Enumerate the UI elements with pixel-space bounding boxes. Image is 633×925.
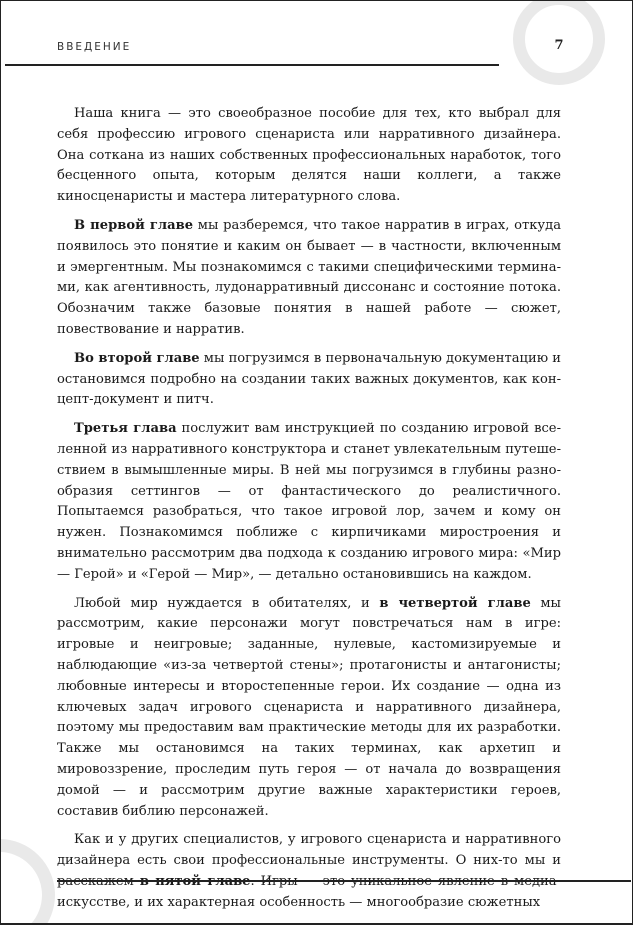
paragraph-chapter-5 bbox=[57, 830, 561, 913]
body-text bbox=[57, 104, 561, 921]
paragraph-text: Любой мир нуждается в обитателях, и bbox=[74, 595, 380, 611]
paragraph-chapter-2 bbox=[57, 349, 561, 411]
paragraph-chapter-1 bbox=[57, 216, 561, 341]
running-head: ВВЕДЕНИЕ bbox=[57, 41, 132, 53]
decorative-ring-bottom bbox=[0, 839, 55, 925]
chapter-reference: Во второй главе bbox=[74, 350, 200, 366]
paragraph-intro bbox=[57, 104, 561, 208]
paragraph-text: Как и у других специалистов, у игрового сценариста и нарративного дизайнера есть свои профессиональные инструменты. О них-то мы и bbox=[57, 832, 561, 869]
paragraph-text: послужит вам инструкцией по созданию игровой вселенной из нарративного конструктора и станет увлекательным путешествием в вымышленные миры. В ней мы погрузимся в глубины разнообразия сеттингов — от фантастического до реалистичного. Попытаемся разобраться, что такое игровой лор, зачем и кому он нужен. Познакомимся поближе с кирпичиками миростроения и внимательно рассмотрим два подхода к созданию игрового мира: «Мир — Герой» и «Герой — Мир», — детально остановившись на каждом. bbox=[57, 421, 561, 582]
page-number: 7 bbox=[554, 38, 564, 53]
footer-rule bbox=[57, 880, 631, 882]
paragraph-text: мы рассмотрим, какие персонажи могут повстречаться нам в игре: игровые и неигровые; заданные, нулевые, кастомизируемые и наблюдающие «из-за четвертой стены»; протагонисты и антагонисты; любовные интересы и второстепенные герои. Их создание — одна из ключевых задач игрового сценариста и нарративного дизайнера, поэтому мы предоставим вам практические методы для их разработки. Также мы остановимся на таких терминах, как архетип и мировоззрение, проследим путь героя — от начала до возвращения домой — и рассмотрим другие важные характеристики героев, составив библию персонажей. bbox=[57, 595, 561, 819]
paragraph-text: мы разберемся, что такое нарратив в играх, откуда появилось это понятие и каким он бывает — в частности, включенным и эмергентным. Мы познакомимся с такими специфическими терминами, как агентивность, лудонарративный диссонанс и состояние потока. Обозначим также базовые понятия в нашей работе — сюжет, повествование и нарратив. bbox=[57, 217, 562, 337]
chapter-reference: в четвертой главе bbox=[379, 595, 531, 611]
paragraph-text: скусстве, и их характерная особенность — многообразие сюжетных bbox=[65, 894, 541, 910]
paragraph-chapter-4 bbox=[57, 594, 561, 823]
chapter-reference: Третья глава bbox=[74, 421, 177, 437]
header-rule bbox=[5, 64, 499, 66]
chapter-reference: В первой главе bbox=[74, 217, 194, 233]
paragraph-text: мы погрузимся в первоначальную документацию и остановимся подробно на создании таких важных документов, как концепт-документ и питч. bbox=[57, 350, 561, 408]
paragraph-text: Наша книга — это своеобразное пособие для тех, кто выбрал для себя профессию игрового сценариста или нарративного дизайнера. Она соткана из наших собственных профессиональных наработок, того бесценного опыта, которым делятся наши коллеги, а также киносценаристы и мастера литературного слова. bbox=[57, 106, 561, 205]
paragraph-chapter-3 bbox=[57, 419, 561, 585]
